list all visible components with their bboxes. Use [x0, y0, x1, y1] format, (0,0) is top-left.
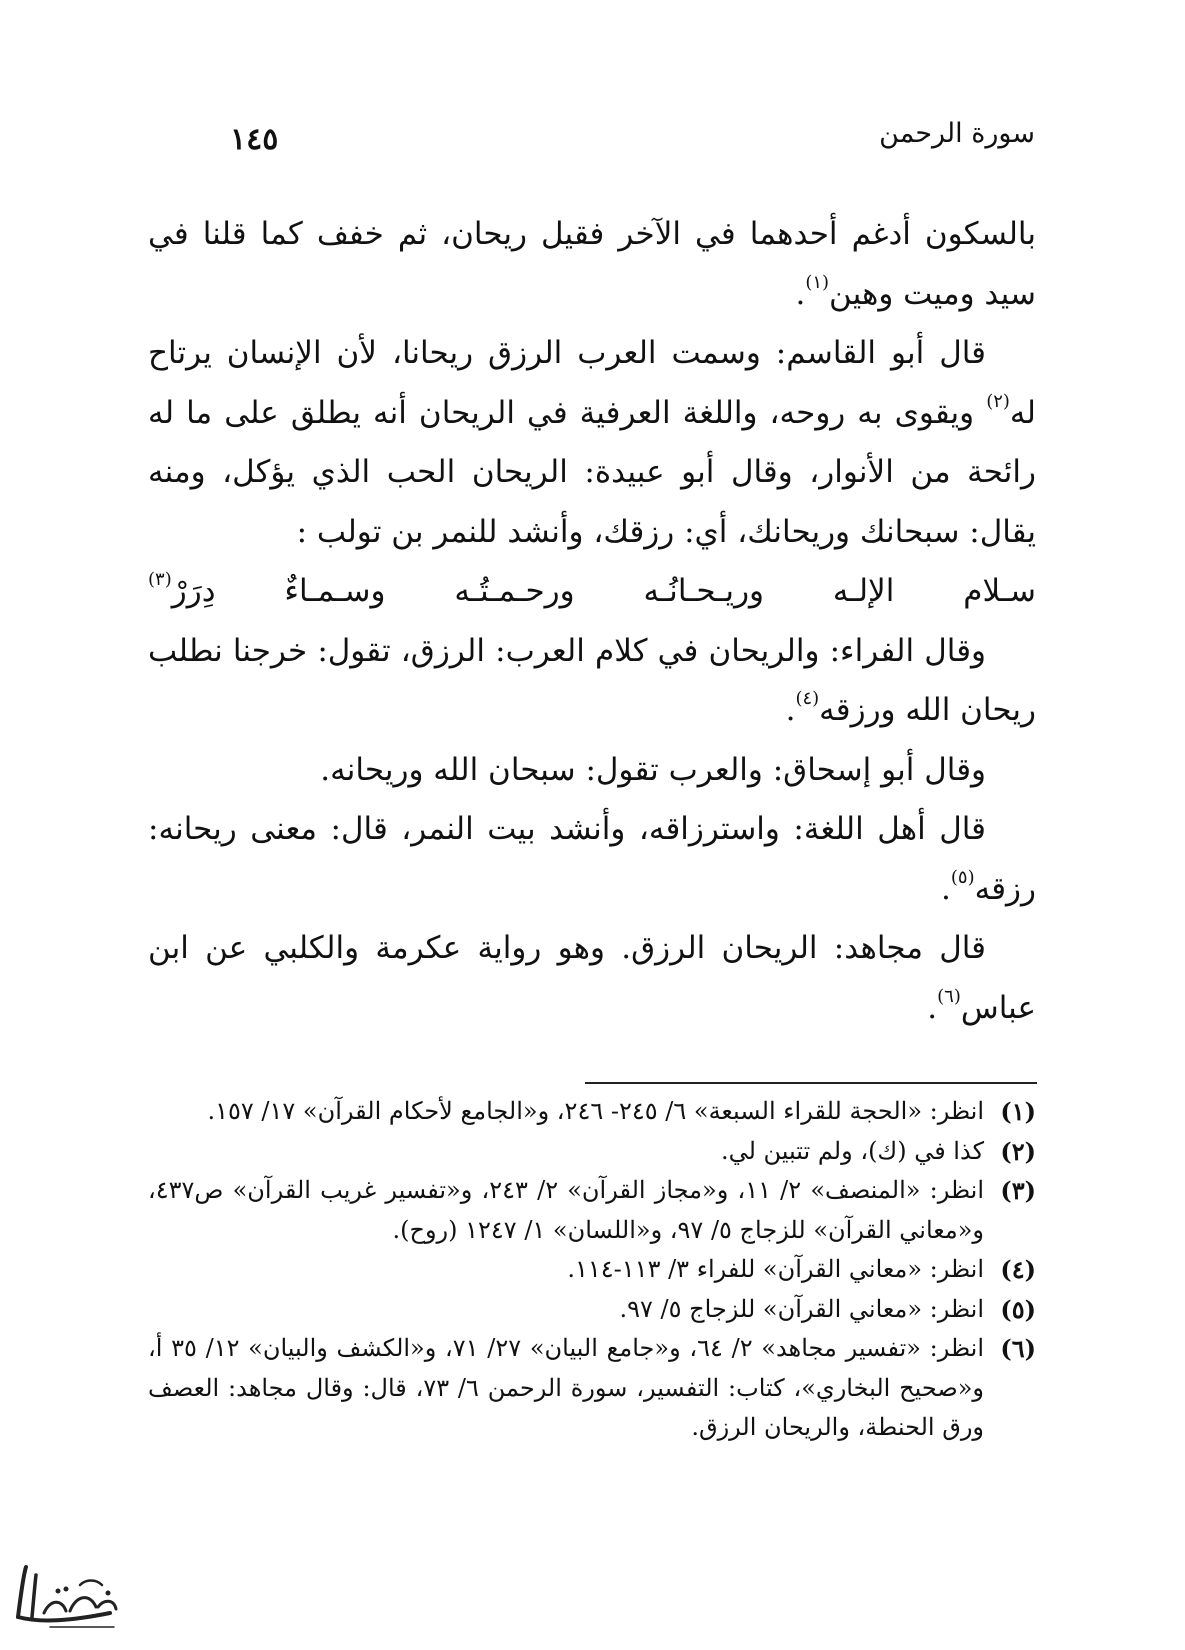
verse-word: وريـحـانُـه	[643, 573, 765, 609]
surah-title: سورة الرحمن	[879, 118, 1035, 149]
footnote-text: انظر: «المنصف» ٢/ ١١، و«مجاز القرآن» ٢/ ٢٤٣، و«تفسير غريب القرآن» ص٤٣٧، و«معاني القرآن» للزجاج ٥/ ٩٧، و«اللسان» ١/ ١٢٤٧ (روح).	[148, 1176, 984, 1244]
footnote-item	[148, 1092, 1036, 1132]
paragraph-end: .	[927, 989, 938, 1026]
footnote-ref-2: (٢)	[986, 390, 1010, 412]
footnote-ref-5: (٥)	[950, 866, 975, 888]
footnote-text: انظر: «الحجة للقراء السبعة» ٦/ ٢٤٥- ٢٤٦، و«الجامع لأحكام القرآن» ١٧/ ١٥٧.	[207, 1097, 984, 1125]
paragraph-text: قال أبو القاسم: وسمت العرب الرزق ريحانا، لأن الإنسان يرتاح له	[148, 335, 1036, 431]
paragraph-text: بالسكون أدغم أحدهما في الآخر فقيل ريحان، ثم خفف كما قلنا في سيد وميت وهين	[148, 216, 1036, 312]
footnotes	[148, 1092, 1036, 1448]
footnote-item	[148, 1171, 1036, 1250]
footnote-ref-3: (٣)	[148, 569, 172, 590]
footnote-number: (٦)	[1000, 1334, 1036, 1363]
footnote-text: كذا في (ك)، ولم تتبين لي.	[720, 1136, 984, 1165]
footnote-divider	[585, 1082, 1037, 1084]
footnote-item	[148, 1250, 1036, 1290]
footnote-number: (٥)	[1000, 1294, 1036, 1324]
calligraphy-logo-icon	[10, 1555, 125, 1635]
paragraph-2	[148, 324, 1036, 562]
paragraph-3	[148, 622, 1036, 741]
verse-word: دِرَرْ	[171, 573, 216, 609]
paragraph-end: .	[941, 870, 951, 907]
footnote-number: (٤)	[1000, 1255, 1036, 1284]
verse-word-last	[148, 562, 215, 622]
footnote-item	[148, 1329, 1036, 1448]
paragraph-end: .	[785, 692, 796, 728]
verse-word: وسـمـاءٌ	[284, 573, 386, 609]
footnote-number: (١)	[1000, 1097, 1036, 1126]
footnote-number: (٢)	[1000, 1136, 1036, 1166]
paragraph-6	[148, 919, 1036, 1038]
footnote-item	[148, 1132, 1036, 1172]
footnote-text: انظر: «معاني القرآن» للفراء ٣/ ١١٣-١١٤.	[567, 1255, 984, 1283]
footnote-text: انظر: «معاني القرآن» للزجاج ٥/ ٩٧.	[619, 1294, 984, 1323]
verse-word: ورحـمـتُـه	[454, 573, 575, 609]
footnote-item	[148, 1290, 1036, 1330]
paragraph-1	[148, 205, 1036, 324]
paragraph-text: وقال الفراء: والريحان في كلام العرب: الرزق، تقول: خرجنا نطلب ريحان الله ورزقه	[148, 632, 1036, 728]
footnote-text: انظر: «تفسير مجاهد» ٢/ ٦٤، و«جامع البيان» ٢٧/ ٧١، و«الكشف والبيان» ١٢/ ٣٥ أ، و«صحيح البخاري»، كتاب: التفسير، سورة الرحمن ٦/ ٧٣، قال: وقال مجاهد: العصف ورق الحنطة، والريحان الرزق.	[148, 1334, 985, 1441]
footnote-ref-1: (١)	[805, 271, 830, 293]
paragraph-text: قال مجاهد: الريحان الرزق. وهو رواية عكرمة والكلبي عن ابن عباس	[148, 930, 1036, 1026]
paragraph-end: .	[795, 275, 806, 312]
footnote-number: (٣)	[1000, 1176, 1036, 1205]
paragraph-text: وقال أبو إسحاق: والعرب تقول: سبحان الله وريحانه.	[320, 751, 986, 788]
paragraph-text: قال أهل اللغة: واسترزاقه، وأنشد بيت النمر، قال: معنى ريحانه: رزقه	[148, 811, 1036, 907]
footnote-ref-6: (٦)	[937, 985, 961, 1007]
paragraph-4	[148, 741, 1036, 801]
main-text	[148, 205, 1036, 1038]
footnote-ref-4: (٤)	[795, 688, 820, 709]
page-number: ١٤٥	[230, 122, 279, 157]
running-header	[150, 118, 1035, 166]
verse-word: سـلام	[963, 573, 1036, 609]
paragraph-text-cont: ويقوى به روحه، واللغة العرفية في الريحان أنه يطلق على ما له رائحة من الأنوار، وقال أبو عبيدة: الريحان الحب الذي يؤكل، ومنه يقال: سبحانك وريحانك، أي: رزقك، وأنشد للنمر بن تولب :	[148, 394, 1036, 550]
verse-word: الإلـه	[832, 573, 895, 609]
paragraph-5	[148, 800, 1036, 919]
poetry-verse	[148, 562, 1036, 622]
